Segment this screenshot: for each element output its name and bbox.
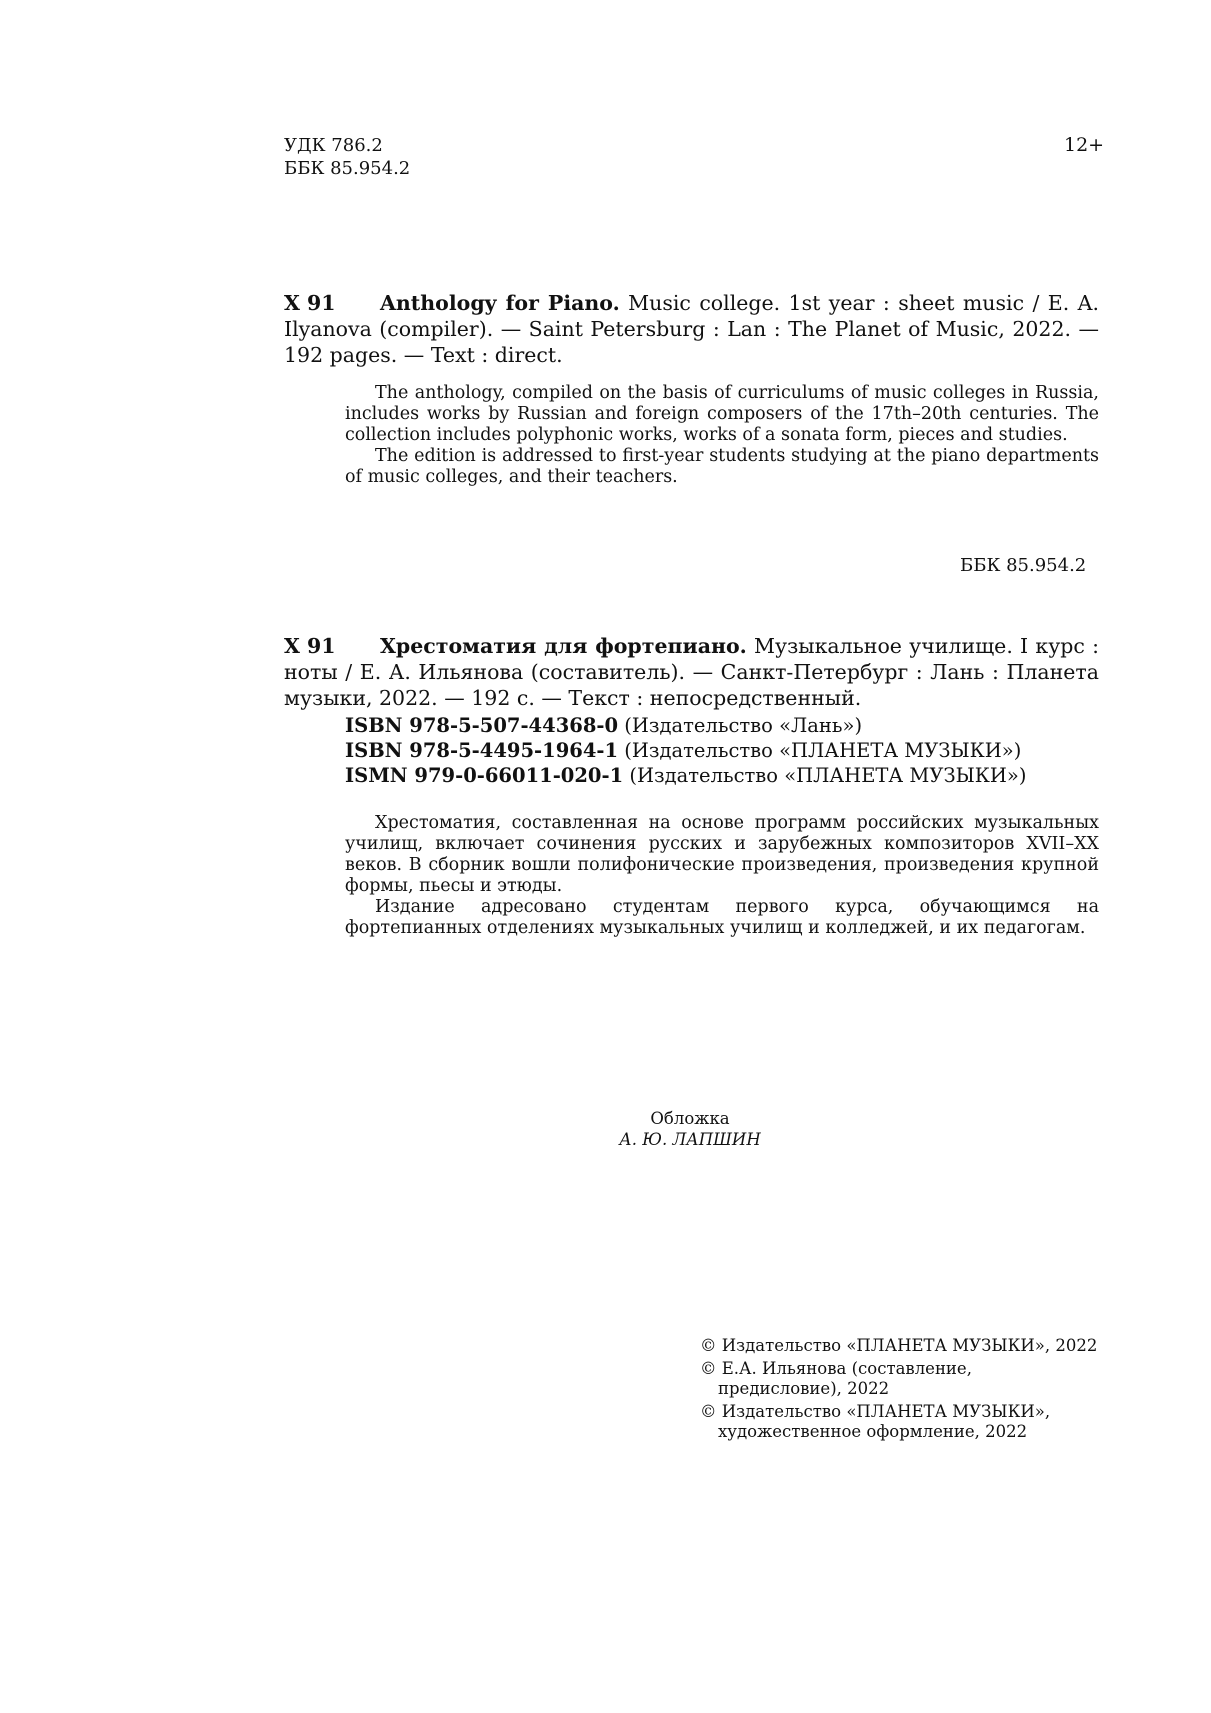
classification-codes xyxy=(284,134,410,180)
author-mark-code: Х 91 xyxy=(284,291,336,315)
copyright-item: © Издательство «ПЛАНЕТА МУЗЫКИ», художественное оформление, 2022 xyxy=(700,1402,1051,1441)
record-description: Music college. 1st year : sheet music / E. A. Ilyanova (compiler). — Saint Petersburg : Lan : The Planet of Music, 2022. — 192 pages. — Text : direct. xyxy=(284,291,1099,367)
annotation-ru xyxy=(345,813,1099,939)
age-rating: 12+ xyxy=(1064,134,1105,156)
annotation-en xyxy=(345,383,1099,488)
bbk-code-right: ББК 85.954.2 xyxy=(960,555,1087,576)
copyright-item: © Издательство «ПЛАНЕТА МУЗЫКИ», 2022 xyxy=(700,1336,1098,1355)
isbn-list xyxy=(345,713,1026,788)
record-title: Хрестоматия для фортепиано. xyxy=(380,634,747,658)
bibliographic-record-ru xyxy=(284,633,1099,711)
annotation-paragraph: Хрестоматия, составленная на основе программ российских музыкальных училищ, включает сочинения русских и зарубежных композиторов XVII–XX веков. В сборник вошли полифонические произведения, произведения крупной формы, пьесы и этюды. xyxy=(345,813,1099,896)
cover-label: Обложка xyxy=(650,1109,730,1128)
author-mark-code: Х 91 xyxy=(284,634,336,658)
isbn-line xyxy=(345,713,1026,738)
ismn-publisher: (Издательство «ПЛАНЕТА МУЗЫКИ») xyxy=(623,764,1027,787)
isbn-publisher: (Издательство «ПЛАНЕТА МУЗЫКИ») xyxy=(618,739,1022,762)
ismn-line xyxy=(345,763,1026,788)
isbn-number: ISBN 978-5-4495-1964-1 xyxy=(345,739,619,762)
copyright-item: © Е.А. Ильянова (составление, предисловие), 2022 xyxy=(700,1359,972,1398)
cover-credit xyxy=(540,1108,840,1150)
udk-code: УДК 786.2 xyxy=(284,135,383,156)
record-description: Музыкальное училище. I курс : ноты / Е. А. Ильянова (составитель). — Санкт-Петербург : Лань : Планета музыки, 2022. — 192 с. — Текст : непосредственный. xyxy=(284,634,1099,710)
annotation-paragraph: The anthology, compiled on the basis of curriculums of music colleges in Russia, includes works by Russian and foreign composers of the 17th–20th centuries. The collection includes polyphonic works, works of a sonata form, pieces and studies. xyxy=(345,383,1099,445)
record-entry xyxy=(284,290,1099,368)
isbn-line xyxy=(345,738,1026,763)
isbn-publisher: (Издательство «Лань») xyxy=(618,714,863,737)
bbk-code: ББК 85.954.2 xyxy=(284,158,411,179)
record-title: Anthology for Piano. xyxy=(380,291,620,315)
ismn-number: ISMN 979-0-66011-020-1 xyxy=(345,764,624,787)
cover-artist: А. Ю. ЛАПШИН xyxy=(619,1130,761,1149)
record-entry xyxy=(284,633,1099,711)
bibliographic-record-en xyxy=(284,290,1099,368)
isbn-number: ISBN 978-5-507-44368-0 xyxy=(345,714,619,737)
copyright-notices xyxy=(700,1336,1100,1445)
annotation-paragraph: The edition is addressed to first-year students studying at the piano departments of music colleges, and their teachers. xyxy=(345,446,1099,487)
annotation-paragraph: Издание адресовано студентам первого курса, обучающимся на фортепианных отделениях музыкальных училищ и колледжей, и их педагогам. xyxy=(345,897,1099,938)
